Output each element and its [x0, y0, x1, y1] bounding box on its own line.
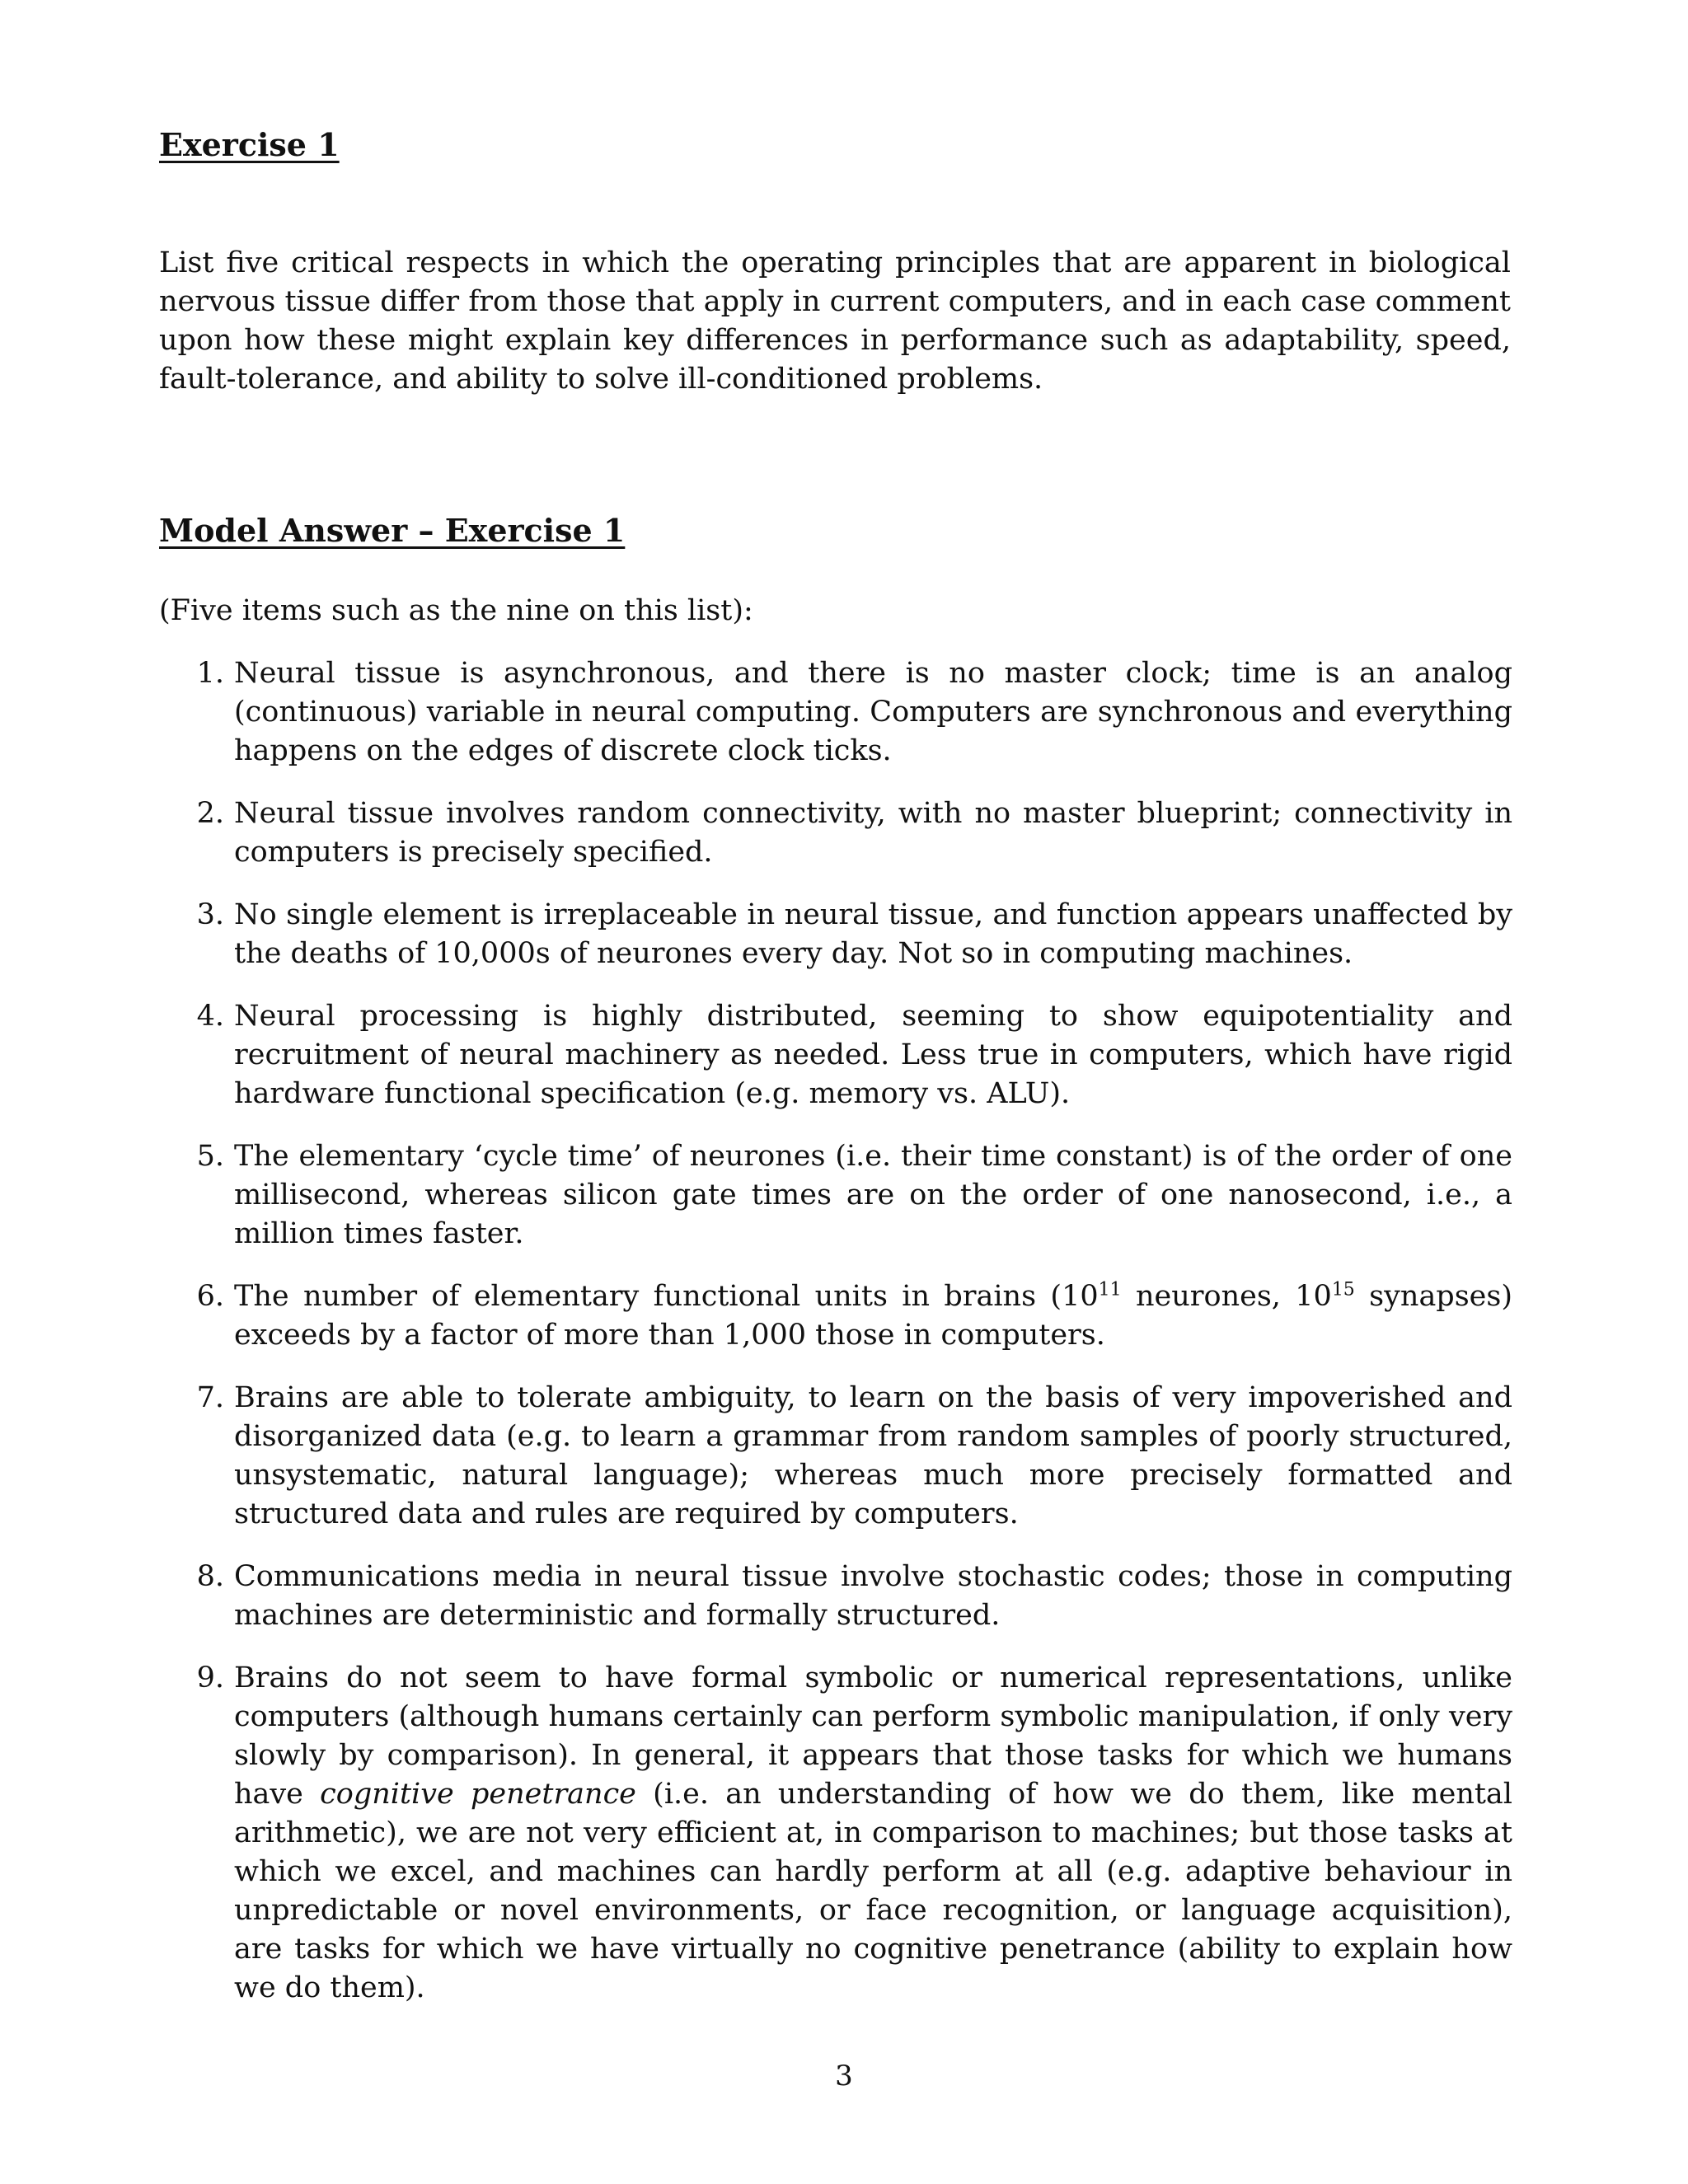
item-text: Brains are able to tolerate ambiguity, to learn on the basis of very impoverished and disorganized data (e.g. to learn a grammar from random samples of poorly structured, unsystematic, natural language); whereas much more precisely formatted and structured data and rules are required by computers.: [234, 1381, 1512, 1530]
list-item-9: [0, 1659, 1512, 2008]
item-text: Neural tissue involves random connectivity, with no master blueprint; connectivity in computers is precisely specified.: [234, 797, 1512, 869]
item-text-part: neurones, 10: [1121, 1280, 1332, 1313]
answer-intro: (Five items such as the nine on this list):: [159, 594, 753, 627]
item-number: 9.: [196, 1661, 224, 1694]
item-text-part: synapses) exceeds by a factor of more than 1,000 those in computers.: [234, 1280, 1513, 1352]
list-item-7: [0, 1379, 1512, 1534]
list-item-3: [0, 896, 1512, 973]
item-text: Neural tissue is asynchronous, and there is no master clock; time is an analog (continuous) variable in neural computing. Computers are synchronous and everything happens on the edges of discrete clock ticks.: [234, 657, 1512, 767]
item-number: 4.: [196, 1000, 224, 1033]
item-text: [234, 1661, 1512, 2004]
model-answer-heading: Model Answer – Exercise 1: [159, 512, 626, 549]
superscript-exponent: 11: [1098, 1279, 1122, 1301]
exercise-heading: Exercise 1: [159, 126, 340, 163]
item-number: 5.: [196, 1140, 224, 1173]
item-number: 6.: [196, 1280, 224, 1313]
list-item-4: [0, 997, 1512, 1113]
question-text: List five critical respects in which the operating principles that are apparent in biological nervous tissue differ from those that apply in current computers, and in each case comment upon how these might explain key differences in performance such as adaptability, speed, fault-tolerance, and ability to solve ill-conditioned problems.: [159, 246, 1511, 396]
item-number: 2.: [196, 797, 224, 830]
item-number: 8.: [196, 1560, 224, 1593]
item-text: The elementary ‘cycle time’ of neurones (i.e. their time constant) is of the order of one millisecond, whereas silicon gate times are on the order of one nanosecond, i.e., a million times faster.: [234, 1140, 1512, 1250]
emphasized-term: cognitive penetrance: [320, 1778, 636, 1811]
item-text: Communications media in neural tissue involve stochastic codes; those in computing machines are deterministic and formally structured.: [234, 1560, 1512, 1632]
list-item-8: [0, 1558, 1512, 1635]
item-number: 3.: [196, 898, 224, 931]
list-item-6: [0, 1277, 1512, 1355]
list-item-1: [0, 654, 1512, 771]
item-text: No single element is irreplaceable in neural tissue, and function appears unaffected by the deaths of 10,000s of neurones every day. Not so in computing machines.: [234, 898, 1512, 970]
list-item-5: [0, 1137, 1512, 1254]
superscript-exponent: 15: [1331, 1279, 1355, 1301]
item-text: [234, 1280, 1512, 1352]
page-number: 3: [835, 2060, 853, 2093]
item-text-part: Brains do not seem to have formal symbolic or numerical representations, unlike computers (although humans certainly can perform symbolic manipulation, if only very slowly by comparison). In general, it appears that those tasks for which we humans have: [234, 1661, 1512, 1811]
item-number: 1.: [196, 657, 224, 690]
item-text-part: (i.e. an understanding of how we do them, like mental arithmetic), we are not very efficient at, in comparison to machines; but those tasks at which we excel, and machines can hardly perform at all (e.g. adaptive behaviour in unpredictable or novel environments, or face recognition, or language acquisition), are tasks for which we have virtually no cognitive penetrance (ability to explain how we do them).: [234, 1778, 1512, 2004]
item-number: 7.: [196, 1381, 224, 1414]
item-text: Neural processing is highly distributed, seeming to show equipotentiality and recruitment of neural machinery as needed. Less true in computers, which have rigid hardware functional specification (e.g. memory vs. ALU).: [234, 1000, 1512, 1110]
item-text-part: The number of elementary functional units in brains (10: [234, 1280, 1099, 1313]
list-item-2: [0, 794, 1512, 872]
answer-list: [0, 654, 1688, 2032]
